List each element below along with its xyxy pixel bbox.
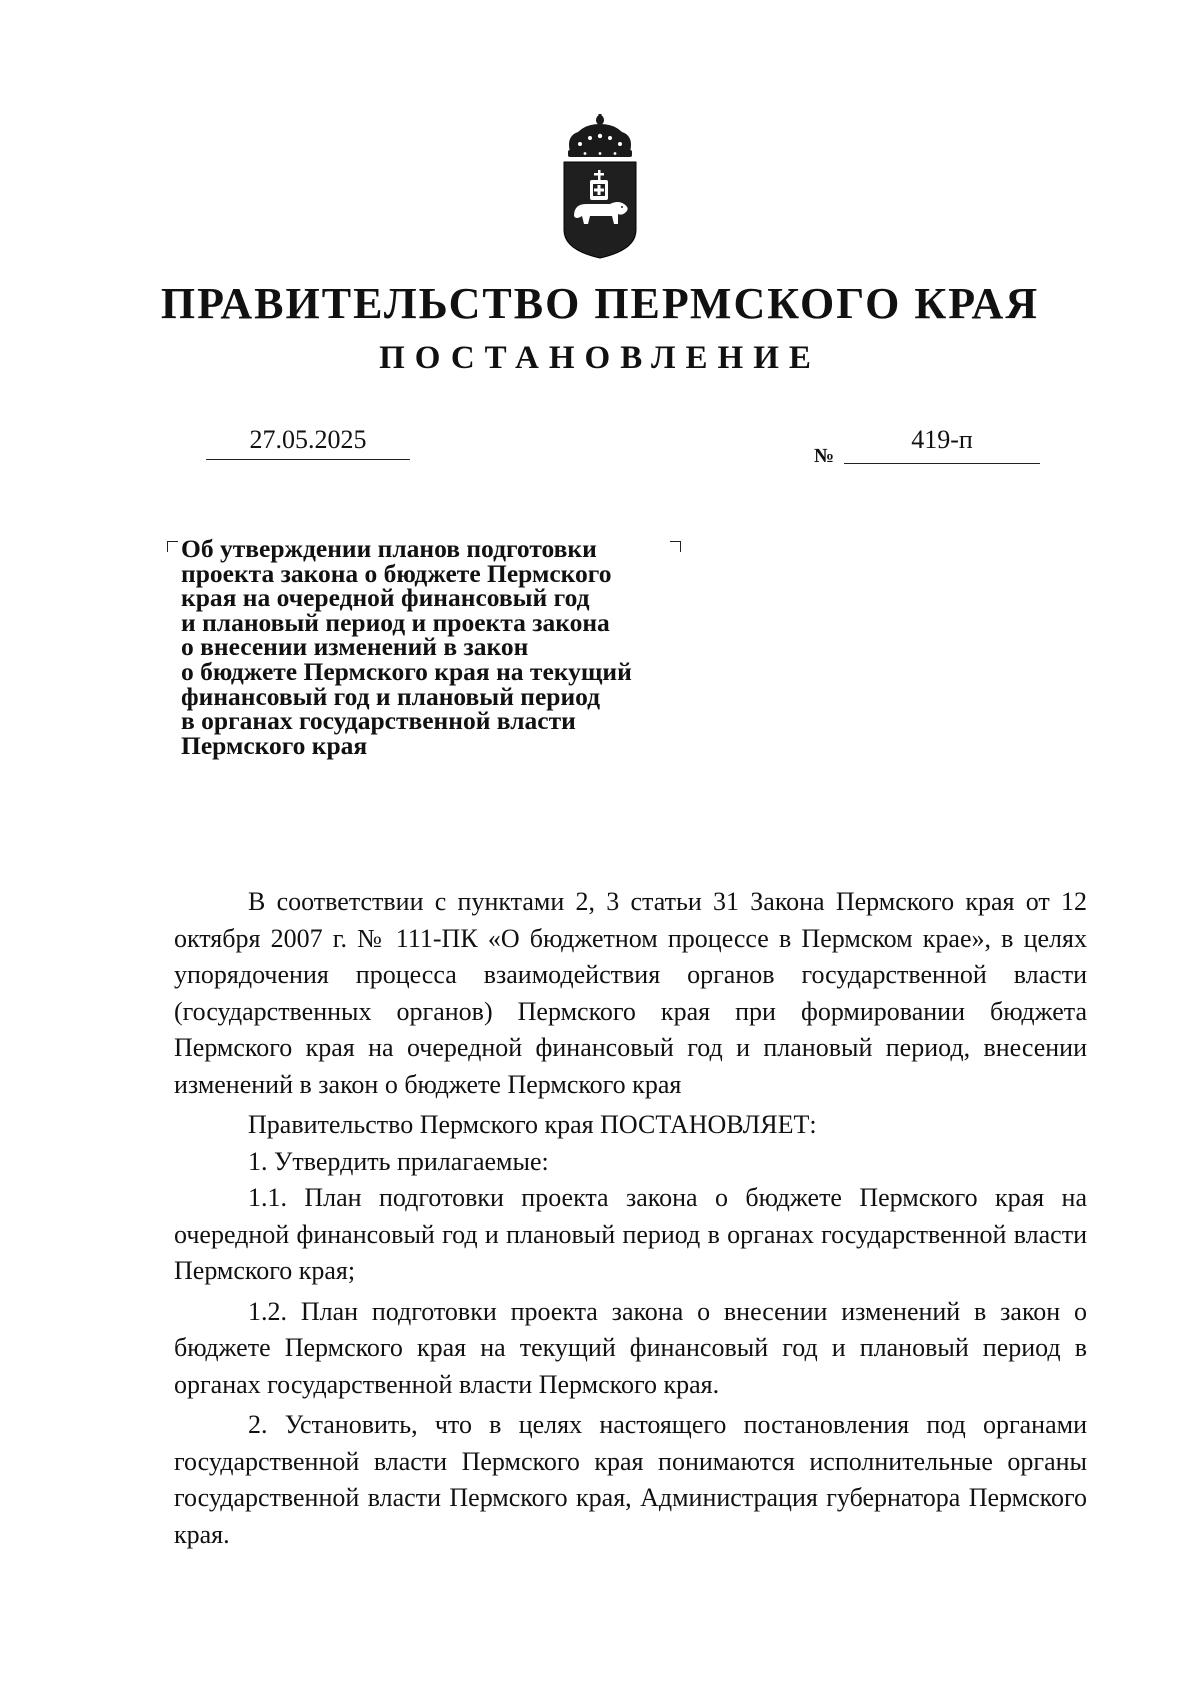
subject-line: края на очередной финансовый год (181, 583, 590, 613)
item-1-paragraph: 1. Утвердить прилагаемые: (248, 1146, 549, 1176)
date-field (206, 425, 410, 460)
item-2-paragraph: 2. Установить, что в целях настоящего постановления под органами государственной власти Пермского края понимаются исполнительные органы государственной власти Пермского края, Администрация губернатора Пермского края. (174, 1410, 1087, 1549)
government-title: ПРАВИТЕЛЬСТВО ПЕРМСКОГО КРАЯ (160, 279, 1040, 328)
item-1-1-paragraph: 1.1. План подготовки проекта закона о бюджете Пермского края на очередной финансовый год и плановый период в органах государственной власти Пермского края; (174, 1183, 1087, 1285)
document-body (174, 884, 1087, 1553)
subject-left-corner-mark (167, 541, 178, 552)
document-type-heading: ПОСТАНОВЛЕНИЕ (379, 340, 821, 376)
subject-line: Пермского края (181, 730, 368, 760)
document-number: 419-п (911, 425, 973, 454)
subject-line: проекта закона о бюджете Пермского (181, 558, 612, 588)
decree-paragraph: Правительство Пермского края ПОСТАНОВЛЯЕТ: (248, 1110, 817, 1139)
number-underline (844, 463, 1040, 464)
number-sign-label: № (814, 445, 835, 467)
subject-line: и плановый период и проекта закона (181, 607, 610, 637)
document-subject (181, 534, 701, 760)
coat-of-arms-emblem (560, 112, 640, 260)
subject-line: о бюджете Пермского края на текущий (181, 656, 632, 686)
preamble-paragraph: В соответствии с пунктами 2, 3 статьи 31 Закона Пермского края от 12 октября 2007 г. № 111-ПК «О бюджетном процессе в Пермском крае», в целях упорядочения процесса взаимодействия органов государственной власти (государственных органов) Пермского края при формировании бюджета Пермского края на очередной финансовый год и плановый период, внесении изменений в закон о бюджете Пермского края (174, 887, 1087, 1099)
document-date: 27.05.2025 (249, 425, 367, 454)
subject-line: о внесении изменений в закон (181, 632, 529, 662)
subject-line: финансовый год и плановый период (181, 681, 601, 711)
subject-line: Об утверждении планов подготовки (181, 534, 597, 563)
item-1-2-paragraph: 1.2. План подготовки проекта закона о внесении изменений в закон о бюджете Пермского края на текущий финансовый год и плановый период в органах государственной власти Пермского края. (174, 1296, 1087, 1399)
date-underline (206, 459, 410, 460)
subject-line: в органах государственной власти (181, 706, 576, 736)
